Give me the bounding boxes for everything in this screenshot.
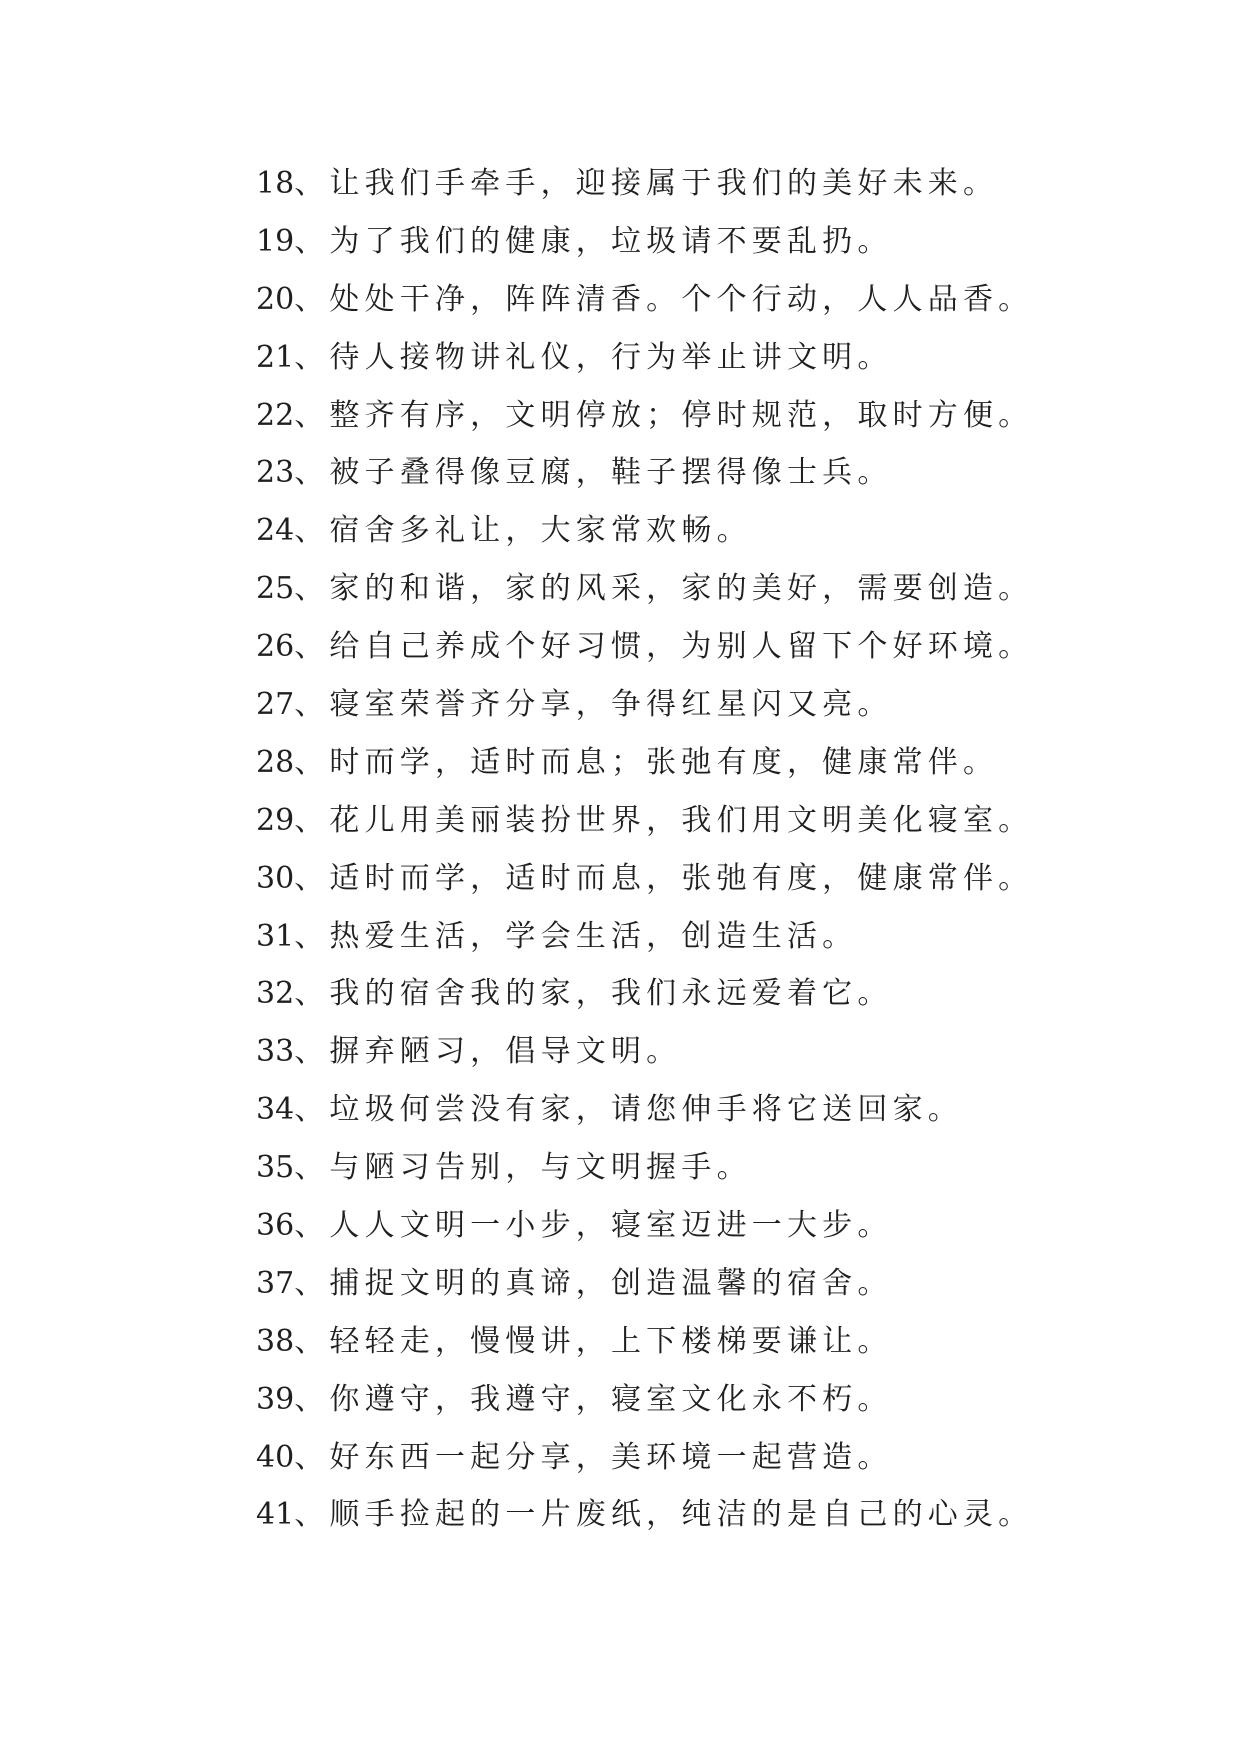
list-item [256, 1313, 1033, 1371]
slogan-text: 、时而学，适时而息；张弛有度，健康常伴。 [294, 744, 999, 780]
slogan-number: 41 [256, 1497, 295, 1533]
slogan-number: 28 [256, 744, 295, 780]
slogan-number: 33 [256, 1034, 295, 1070]
slogan-text: 、让我们手牵手，迎接属于我们的美好未来。 [294, 166, 999, 201]
slogan-number: 27 [256, 687, 295, 723]
slogan-number: 23 [256, 455, 295, 491]
slogan-text: 、整齐有序，文明停放；停时规范，取时方便。 [294, 397, 1034, 433]
slogan-number: 30 [256, 860, 295, 896]
slogan-number: 35 [256, 1150, 295, 1186]
slogan-number: 32 [256, 976, 295, 1012]
list-item [256, 271, 1033, 329]
list-item [256, 850, 1033, 908]
slogan-text: 、轻轻走，慢慢讲，上下楼梯要谦让。 [294, 1323, 893, 1359]
slogan-text: 、人人文明一小步，寝室迈进一大步。 [294, 1208, 893, 1244]
list-item [256, 908, 1033, 966]
slogan-text: 、适时而学，适时而息，张弛有度，健康常伴。 [294, 860, 1034, 896]
list-item [256, 1081, 1033, 1139]
slogan-number: 40 [256, 1439, 295, 1475]
slogan-number: 24 [256, 513, 295, 549]
list-item [256, 444, 1033, 502]
slogan-number: 22 [256, 397, 295, 433]
list-item [256, 560, 1033, 618]
slogan-text: 、待人接物讲礼仪，行为举止讲文明。 [294, 339, 893, 375]
slogan-number: 26 [256, 629, 295, 665]
slogan-number: 25 [256, 571, 295, 607]
list-item [256, 792, 1033, 850]
slogan-text: 、家的和谐，家的风采，家的美好，需要创造。 [294, 571, 1034, 607]
slogan-list [256, 155, 1033, 1544]
list-item [256, 213, 1033, 271]
slogan-number: 36 [256, 1208, 295, 1244]
slogan-text: 、宿舍多礼让，大家常欢畅。 [294, 513, 752, 549]
list-item [256, 1429, 1033, 1487]
list-item [256, 1139, 1033, 1197]
slogan-text: 、与陋习告别，与文明握手。 [294, 1150, 752, 1186]
slogan-number: 20 [256, 281, 295, 317]
slogan-text: 、寝室荣誉齐分享，争得红星闪又亮。 [294, 687, 893, 723]
slogan-text: 、处处干净，阵阵清香。个个行动，人人品香。 [294, 281, 1034, 317]
list-item [256, 387, 1033, 445]
slogan-text: 、给自己养成个好习惯，为别人留下个好环境。 [294, 629, 1034, 665]
slogan-number: 37 [256, 1265, 295, 1301]
slogan-text: 、垃圾何尝没有家，请您伸手将它送回家。 [294, 1092, 963, 1128]
slogan-text: 、被子叠得像豆腐，鞋子摆得像士兵。 [294, 455, 893, 491]
list-item [256, 1486, 1033, 1544]
list-item [256, 734, 1033, 792]
slogan-text: 、顺手捡起的一片废纸，纯洁的是自己的心灵。 [294, 1497, 1034, 1533]
list-item [256, 502, 1033, 560]
slogan-text: 、好东西一起分享，美环境一起营造。 [294, 1439, 893, 1475]
list-item [256, 1023, 1033, 1081]
slogan-number: 38 [256, 1323, 295, 1359]
slogan-text: 、热爱生活，学会生活，创造生活。 [294, 918, 858, 954]
list-item [256, 155, 1033, 213]
slogan-text: 、为了我们的健康，垃圾请不要乱扔。 [294, 223, 893, 259]
slogan-number: 31 [256, 918, 295, 954]
slogan-text: 、捕捉文明的真谛，创造温馨的宿舍。 [294, 1265, 893, 1301]
list-item [256, 618, 1033, 676]
slogan-number: 21 [256, 339, 295, 375]
slogan-text: 、我的宿舍我的家，我们永远爱着它。 [294, 976, 893, 1012]
slogan-number: 34 [256, 1092, 295, 1128]
list-item [256, 965, 1033, 1023]
slogan-number: 18 [256, 166, 295, 201]
slogan-number: 39 [256, 1381, 295, 1417]
slogan-text: 、你遵守，我遵守，寝室文化永不朽。 [294, 1381, 893, 1417]
list-item [256, 1255, 1033, 1313]
list-item [256, 676, 1033, 734]
slogan-number: 29 [256, 802, 295, 838]
list-item [256, 329, 1033, 387]
slogan-number: 19 [256, 223, 295, 259]
slogan-text: 、摒弃陋习，倡导文明。 [294, 1034, 682, 1070]
list-item [256, 1197, 1033, 1255]
list-item [256, 1371, 1033, 1429]
slogan-text: 、花儿用美丽装扮世界，我们用文明美化寝室。 [294, 802, 1034, 838]
